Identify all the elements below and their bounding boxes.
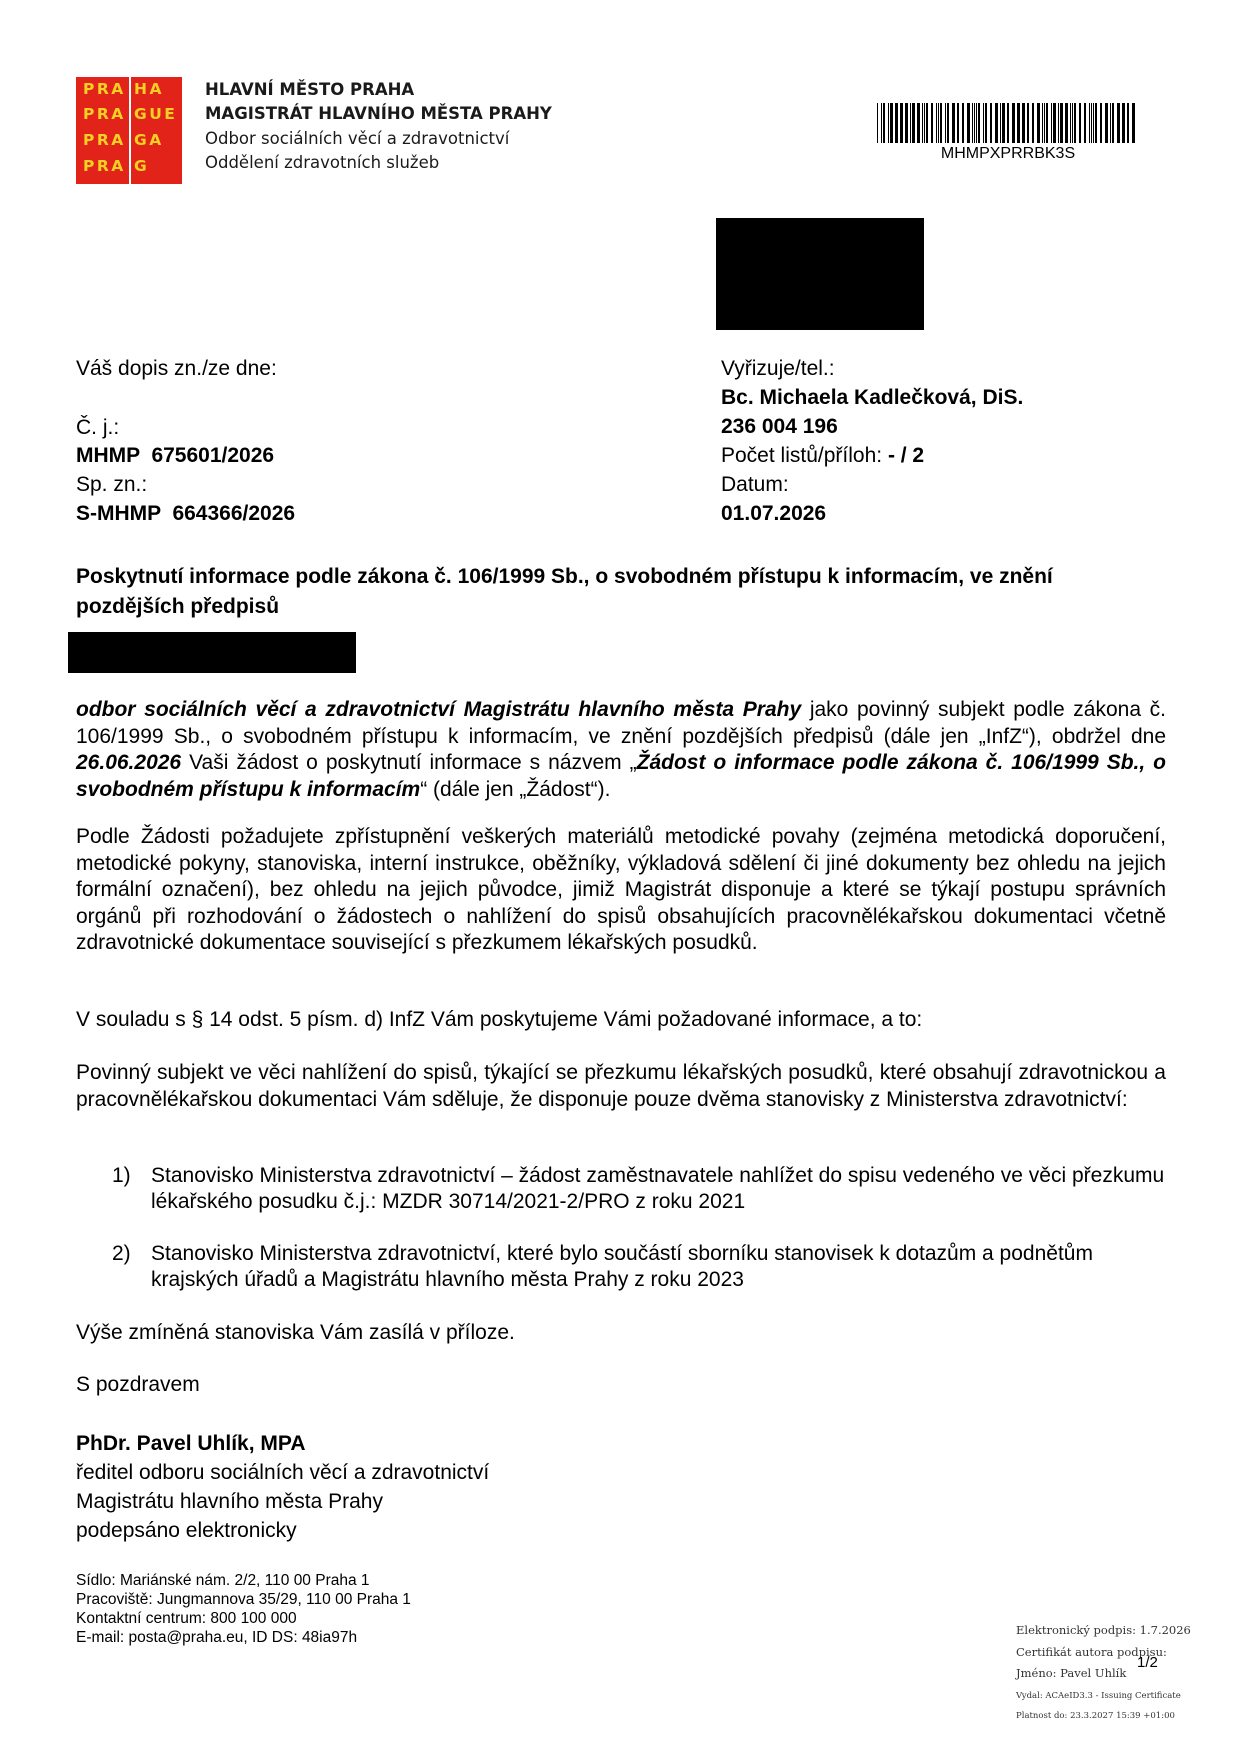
barcode-bar [1058,103,1059,143]
barcode-bar [926,103,928,143]
barcode-bar [1027,103,1029,143]
barcode-bar [922,103,923,143]
barcode-text: MHMPXPRRBK3S [940,145,1076,162]
esign-date: Elektronický podpis: 1.7.2026 [1016,1623,1191,1637]
barcode-bar [1032,103,1034,143]
barcode-bar [1022,103,1025,143]
logo-text: HA [134,80,164,98]
logo-text: GUE [134,105,178,123]
esign-cert-label: Certifikát autora podpisu: [1016,1645,1167,1659]
letter-ref-label: Váš dopis zn./ze dne: [76,357,277,380]
logo-text: PRA [83,157,126,175]
barcode-bar [938,103,939,143]
logo-text: PRA [83,131,126,149]
sheets-value: - / 2 [887,444,925,467]
barcode-bar [1000,103,1001,143]
barcode-bar [1093,103,1094,143]
barcode-bar [1012,103,1015,143]
barcode-bar [936,103,937,143]
barcode-bar [1046,103,1048,143]
barcode-bar [881,103,882,143]
footer-workplace: Pracoviště: Jungmannova 35/29, 110 00 Praha 1 [76,1591,411,1608]
barcode-bar [1095,103,1097,143]
sheets-label: Počet listů/příloh: [721,444,883,467]
date-label: Datum: [721,473,789,496]
page-number: 1/2 [1137,1654,1158,1671]
list-number: 1) [112,1164,131,1187]
spzn-value: S-MHMP 664366/2026 [76,502,296,525]
list-number: 2) [112,1242,131,1265]
barcode-bar [1065,103,1068,143]
date-value: 01.07.2026 [721,502,827,525]
logo-text: GA [134,131,164,149]
barcode-bar [1079,103,1081,143]
signatory-title: ředitel odboru sociálních věcí a zdravotnictví [76,1461,490,1484]
barcode-bar [1112,103,1114,143]
handler-phone: 236 004 196 [721,415,838,438]
paragraph-request: Podle Žádosti požadujete zpřístupnění veškerých materiálů metodické povahy (zejména metodická doporučení, metodické pokyny, stanoviska, interní instrukce, oběžníky, výkladová sdělení či jiné dokumenty bez ohledu na jejich formální označení), bez ohledu na jejich původce, jimiž Magistrát disponuje a které se týkají postupu správních orgánů při rozhodování o žádostech o nahlížení do spisů obsahujících pracovnělékařskou dokumentaci včetně zdravotnické dokumentace související s přezkumem lékařských posudků. [76,825,1166,954]
cj-value: MHMP 675601/2026 [76,444,275,467]
paragraph-legal-basis: V souladu s § 14 odst. 5 písm. d) InfZ Vám poskytujeme Vámi požadované informace, a to: [76,1008,923,1031]
redacted-salutation-block [68,632,356,673]
barcode-bar [1091,103,1092,143]
barcode-bar [947,103,949,143]
barcode-bar [945,103,946,143]
barcode-bar [1084,103,1086,143]
barcode-bar [1051,103,1052,143]
barcode-bar [1044,103,1045,143]
barcode-bar [931,103,933,143]
barcode-bar [890,103,893,143]
barcode-bar [888,103,889,143]
barcode [877,103,1139,143]
footer-seat: Sídlo: Mariánské nám. 2/2, 110 00 Praha 1 [76,1572,370,1589]
barcode-bar [1017,103,1020,143]
received-date: 26.06.2026 [76,751,182,774]
barcode-bar [877,103,878,143]
barcode-bar [983,103,984,143]
barcode-bar [924,103,925,143]
barcode-bar [883,103,885,143]
barcode-bar [1127,103,1129,143]
esign-issuer: Vydal: ACAeID3.3 - Issuing Certificate [1016,1691,1181,1701]
barcode-bar [910,103,911,143]
barcode-bar [1037,103,1040,143]
barcode-bar [1089,103,1090,143]
barcode-bar [1132,103,1135,143]
org-department: Odbor sociálních věcí a zdravotnictví [205,129,510,148]
barcode-bar [1117,103,1120,143]
barcode-bar [900,103,903,143]
barcode-bar [1070,103,1071,143]
logo-text: PRA [83,80,126,98]
logo-text: G [134,157,150,175]
barcode-bar [895,103,898,143]
barcode-bar [1007,103,1009,143]
barcode-bar [1100,103,1102,143]
esign-validity: Platnost do: 23.3.2027 15:39 +01:00 [1016,1711,1175,1721]
paragraph-statement: Povinný subjekt ve věci nahlížení do spisů, týkající se přezkumu lékařských posudků, které obsahují zdravotnickou a pracovnělékařskou dokumentaci Vám sděluje, že disponuje pouze dvěma stanovisky z Ministerstva zdravotnictví: [76,1061,1166,1111]
department-name: odbor sociálních věcí a zdravotnictví Magistrátu hlavního města Prahy [76,698,802,721]
barcode-bar [917,103,920,143]
letter-subject: Poskytnutí informace podle zákona č. 106/1999 Sb., o svobodném přístupu k informacím, ve znění pozdějších předpisů [76,565,1053,618]
barcode-bar [1002,103,1005,143]
intro-text: “ (dále jen „Žádost“). [420,777,611,801]
barcode-bar [952,103,955,143]
cj-label: Č. j.: [76,416,120,439]
barcode-bar [972,103,973,143]
barcode-bar [985,103,987,143]
barcode-bar [990,103,992,143]
redacted-address-block [716,218,924,330]
paragraph-attachment: Výše zmíněná stanoviska Vám zasílá v příloze. [76,1321,515,1344]
barcode-bar [1105,103,1108,143]
footer-contact: Kontaktní centrum: 800 100 000 [76,1610,297,1627]
esign-name: Jméno: Pavel Uhlík [1016,1666,1127,1680]
barcode-bar [940,103,942,143]
barcode-bar [912,103,915,143]
footer-email[interactable]: E-mail: posta@praha.eu, ID DS: 48ia97h [76,1629,358,1646]
praha-logo [76,77,182,184]
barcode-bar [905,103,908,143]
list-text: Stanovisko Ministerstva zdravotnictví, které bylo součástí sborníku stanovisek k dotazům a podnětům krajských úřadů a Magistrátu hlavního města Prahy z roku 2023 [151,1242,1093,1291]
logo-text: PRA [83,105,126,123]
barcode-bar [1110,103,1111,143]
intro-text: Vaši žádost o poskytnutí informace s názvem „ [181,751,637,774]
barcode-bar [976,103,977,143]
spzn-label: Sp. zn.: [76,473,148,496]
signatory-office: Magistrátu hlavního města Prahy [76,1490,383,1513]
barcode-bar [962,103,964,143]
barcode-bar [1060,103,1063,143]
barcode-bar [978,103,980,143]
barcode-bar [974,103,975,143]
logo-divider [129,77,131,184]
barcode-bar [957,103,959,143]
barcode-bar [1122,103,1125,143]
list-text: Stanovisko Ministerstva zdravotnictví – žádost zaměstnavatele nahlížet do spisu vedeného ve věci přezkumu lékařského posudku č.j.: MZDR 30714/2021-2/PRO z roku 2021 [151,1164,1165,1213]
barcode-bar [995,103,998,143]
barcode-bar [1072,103,1073,143]
sheets-info [721,444,924,468]
handler-name: Bc. Michaela Kadlečková, DiS. [721,386,1024,409]
org-magistrate: MAGISTRÁT HLAVNÍHO MĚSTA PRAHY [205,104,552,123]
request-title: Žádost o informace podle zákona č. 106/1999 Sb., o svobodném přístupu k informacím [76,751,1166,801]
barcode-bar [967,103,970,143]
org-section: Oddělení zdravotních služeb [205,153,440,172]
org-city: HLAVNÍ MĚSTO PRAHA [205,80,415,99]
signatory-name: PhDr. Pavel Uhlík, MPA [76,1432,306,1455]
barcode-bar [1074,103,1076,143]
barcode-bar [1042,103,1043,143]
handler-label: Vyřizuje/tel.: [721,357,835,380]
signed-electronically: podepsáno elektronicky [76,1519,297,1542]
barcode-bar [1053,103,1056,143]
intro-text: jako povinný subjekt podle zákona č. 106/1999 Sb., o svobodném přístupu k informacím, ve znění pozdějších předpisů (dále jen „InfZ“), obdržel dne [76,698,1167,748]
paragraph-intro [76,697,1166,803]
greeting: S pozdravem [76,1373,200,1396]
